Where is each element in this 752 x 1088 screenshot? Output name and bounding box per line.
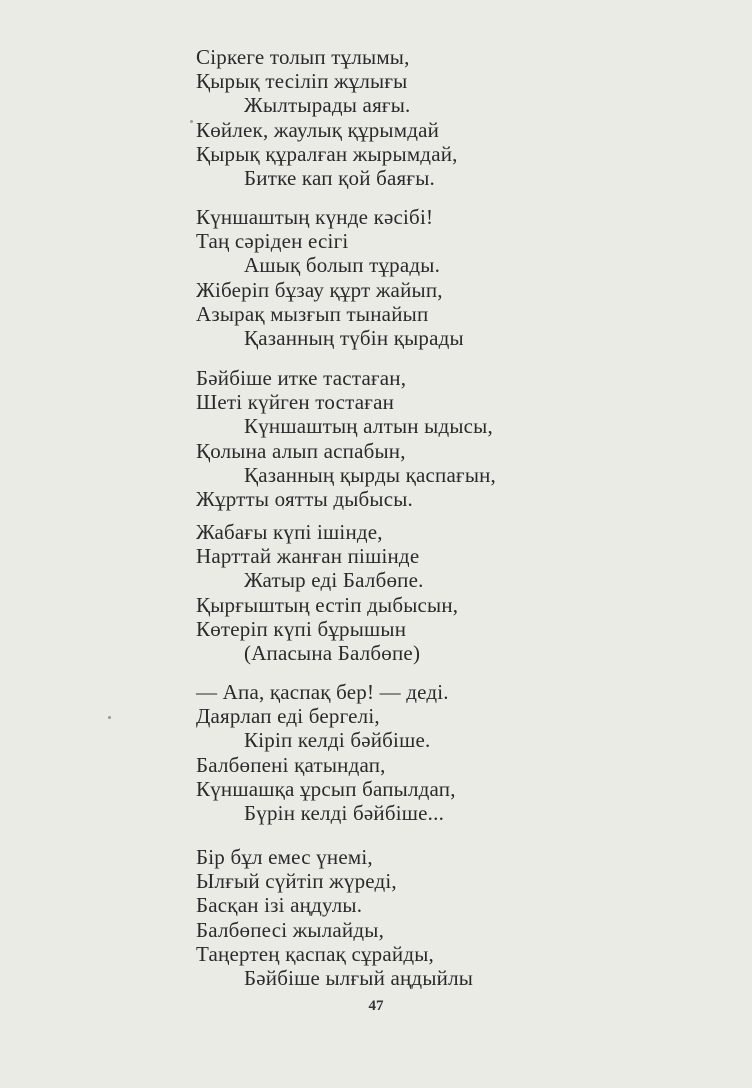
- poem-line: (Апасына Балбөпе): [244, 641, 421, 665]
- poem-line: Битке кап қой баяғы.: [244, 166, 435, 190]
- poem-line: Бүрін келді бәйбіше...: [244, 801, 445, 825]
- poem-line: Ашық болып тұрады.: [244, 253, 441, 278]
- poem-line: Қолына алып аспабын,: [196, 438, 406, 463]
- poem-line: Азырақ мызғып тынайып: [196, 301, 429, 326]
- poem-line: Көтеріп күпі бұрышын: [196, 616, 407, 641]
- poem-line: Жабағы күпі ішінде,: [196, 520, 383, 544]
- page-number: 47: [368, 998, 384, 1014]
- poem-line: Бәйбіше ылғый аңдыйлы: [244, 966, 474, 990]
- poem-line: Қазанның түбін қырады: [244, 326, 464, 350]
- poem-line: Жылтырады аяғы.: [244, 93, 411, 118]
- paper-speck: [190, 120, 193, 123]
- poem-line: Басқан ізі аңдулы.: [196, 893, 363, 918]
- poem-line: — Апа, қаспақ бер! — деді.: [196, 680, 449, 704]
- poem-line: Күншаштың күнде кәсібі!: [196, 205, 434, 229]
- poem-line: Таңертең қаспақ сұрайды,: [196, 941, 434, 966]
- poem-line: Даярлап еді бергелі,: [196, 704, 380, 729]
- poem-line: Жіберіп бұзау құрт жайып,: [196, 277, 443, 302]
- poem-line: Қырық тесіліп жұлығы: [196, 69, 408, 94]
- poem-line: Балбөпесі жылайды,: [196, 917, 385, 942]
- poem-line: Бір бұл емес үнемі,: [196, 845, 373, 869]
- poem-line: Балбөпені қатындап,: [196, 752, 386, 777]
- poem-line: Күншаштың алтын ыдысы,: [244, 414, 493, 439]
- poem-line: Жатыр еді Балбөпе.: [244, 568, 424, 593]
- poem-line: Сіркеге толып тұлымы,: [196, 45, 410, 69]
- poem-line: Таң сәріден есігі: [196, 229, 349, 254]
- poem-line: Күншашқа ұрсып бапылдап,: [196, 776, 456, 801]
- poem-line: Көйлек, жаулық құрымдай: [196, 117, 440, 142]
- poem-line: Қырғыштың естіп дыбысын,: [196, 592, 459, 617]
- poem-line: Кіріп келді бәйбіше.: [244, 728, 431, 753]
- poem-line: Ылғый сүйтіп жүреді,: [196, 869, 397, 894]
- poem-line: Қазанның қырды қаспағын,: [244, 462, 497, 487]
- poem-line: Қырық құралған жырымдай,: [196, 141, 458, 166]
- poem-line: Бәйбіше итке тастаған,: [196, 366, 407, 390]
- poem-line: Нарттай жанған пішінде: [196, 544, 420, 569]
- paper-speck: [108, 716, 111, 719]
- poem-line: Жұртты оятты дыбысы.: [196, 487, 413, 511]
- poem-line: Шеті күйген тостаған: [196, 390, 395, 415]
